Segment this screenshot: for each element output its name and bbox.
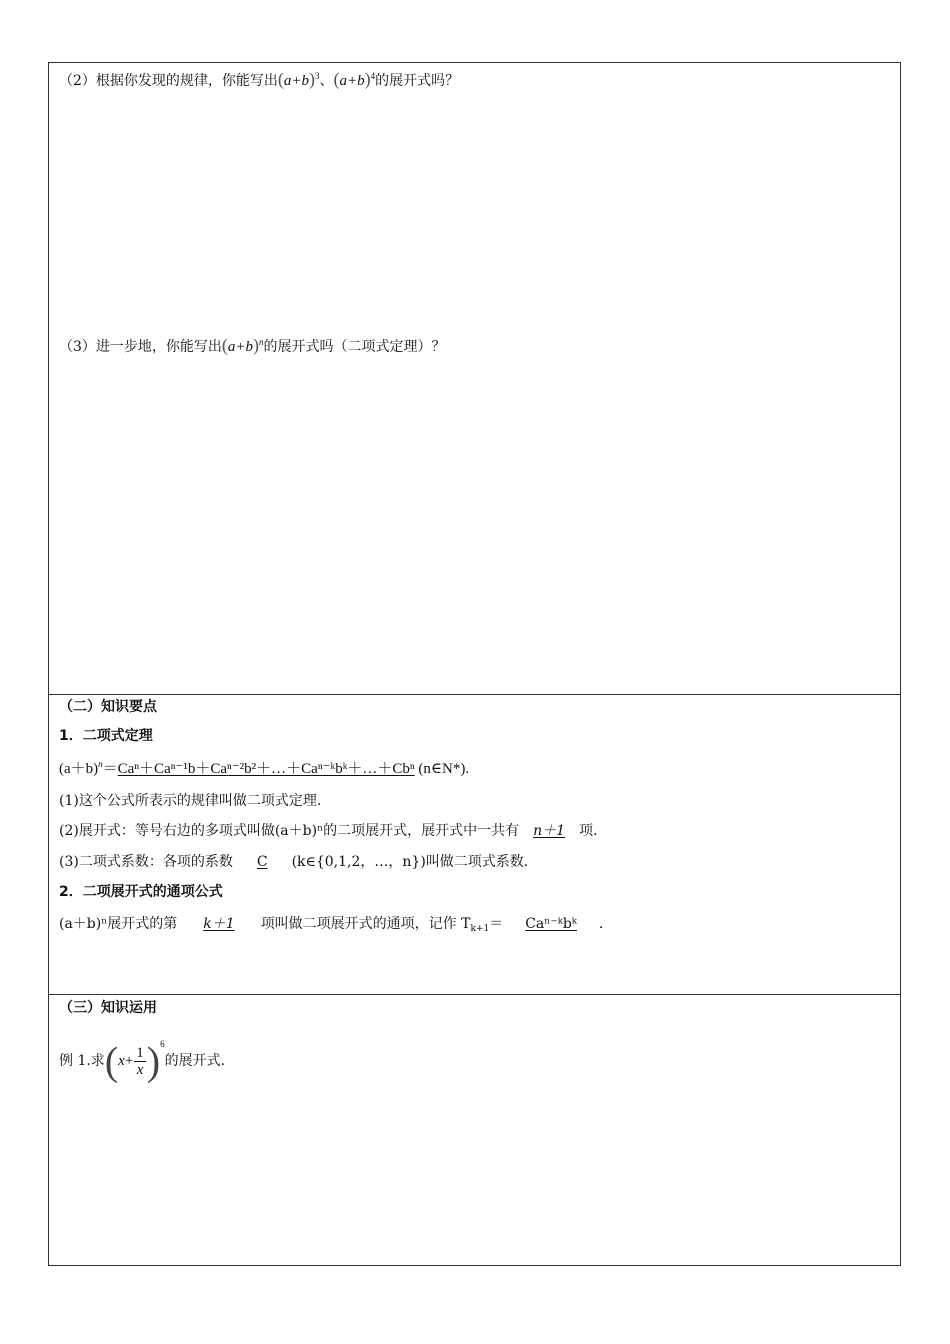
expr-x-plus-1-over-x-6: (x+ $\frac{1}{x}$ )$^6$ bbox=[104, 1038, 165, 1084]
knowledge-cell bbox=[49, 694, 900, 994]
question-2: （2）根据你发现的规律，你能写出$(a+b)^3$、$(a+b)^4$的展开式吗？ bbox=[59, 69, 460, 89]
item2-title: 2．二项展开式的通项公式 bbox=[59, 884, 223, 900]
formula-rhs: Caⁿ＋Caⁿ⁻¹b＋Caⁿ⁻²b²＋…＋Caⁿ⁻ᵏbᵏ＋…＋Cbⁿ bbox=[117, 761, 415, 777]
section-title-application: （三）知识运用 bbox=[59, 1000, 157, 1016]
expr-a-plus-b-n: $(a+b)^n$ bbox=[221, 335, 264, 355]
worksheet-table bbox=[48, 62, 901, 1266]
expr-a-plus-b-fourth: $(a+b)^4$ bbox=[333, 69, 376, 89]
paragraph-2: (2)展开式：等号右边的多项式叫做(a＋b)ⁿ的二项展开式，展开式中一共有 n＋1 项. bbox=[59, 823, 598, 839]
item1-title: 1．二项式定理 bbox=[59, 728, 153, 744]
application-cell bbox=[49, 994, 900, 1267]
paragraph-3: (3)二项式系数：各项的系数 C (k∈{0,1,2，…，n})叫做二项式系数. bbox=[59, 854, 529, 870]
paragraph-1: (1)这个公式所表示的规律叫做二项式定理. bbox=[59, 793, 322, 809]
example-1: 例 1.求(x+ $\frac{1}{x}$ )$^6$的展开式. bbox=[59, 1038, 226, 1084]
expr-a-plus-b-cubed: $(a+b)^3$ bbox=[277, 69, 320, 89]
question-3: （3）进一步地，你能写出$(a+b)^n$的展开式吗（二项式定理）？ bbox=[59, 335, 446, 355]
questions-cell bbox=[49, 63, 900, 694]
paragraph-4: (a＋b)ⁿ展开式的第 k＋1 项叫做二项展开式的通项，记作 $T_{k+1}=$ Caⁿ⁻ᵏbᵏ . bbox=[59, 916, 604, 934]
binomial-formula: $(a+b)^n=Ca^n+Ca^{n-1}b+Ca^{n-2}b^2+\dots+Ca^{n-}ᵏbᵏ+\dots+Cb^n$ (n∈N*). bbox=[59, 759, 470, 777]
section-title-knowledge: （二）知识要点 bbox=[59, 699, 157, 715]
